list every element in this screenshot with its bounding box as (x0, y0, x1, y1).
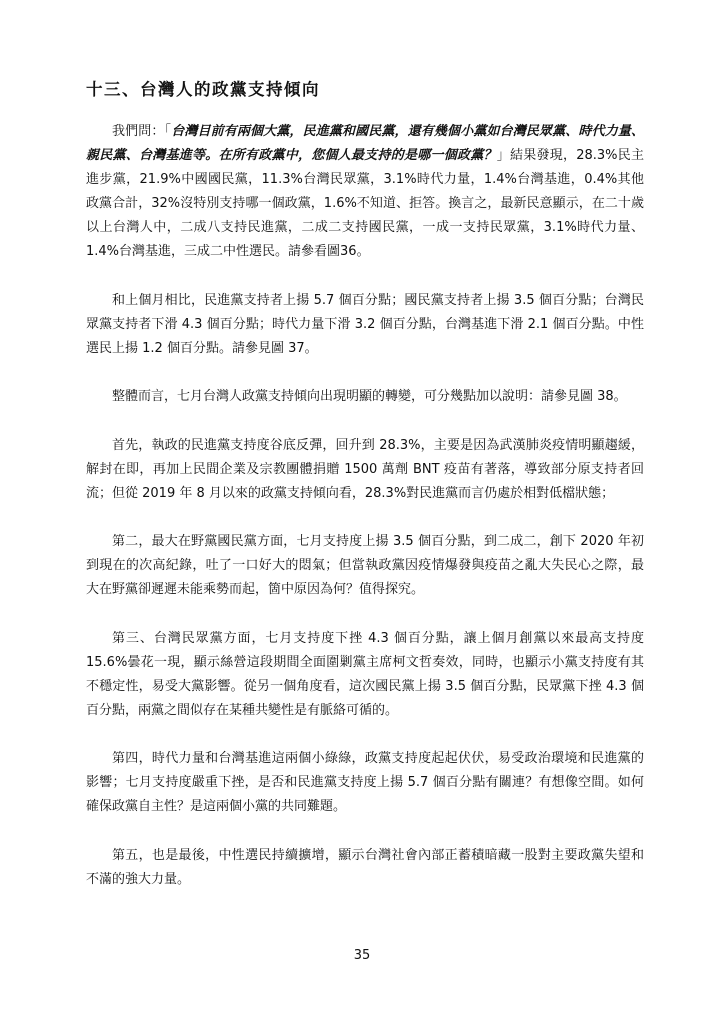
section-heading: 十三、台灣人的政黨支持傾向 (86, 80, 320, 99)
paragraph-survey-question (86, 120, 644, 264)
paragraph-monthly-change: 和上個月相比，民進黨支持者上揚 5.7 個百分點；國民黨支持者上揚 3.5 個百分點；台灣民眾黨支持者下滑 4.3 個百分點；時代力量下滑 3.2 個百分點，台灣基進下滑 2.1 個百分點。中性選民上揚 1.2 個百分點。請參見圖 37。 (86, 292, 644, 356)
survey-question: 台灣目前有兩個大黨，民進黨和國民黨，還有幾個小黨如台灣民眾黨、時代力量、親民黨、台灣基進等。在所有政黨中，您個人最支持的是哪一個政黨？ (86, 124, 644, 163)
paragraph-overview: 整體而言，七月台灣人政黨支持傾向出現明顯的轉變，可分幾點加以說明：請參見圖 38。 (112, 389, 627, 404)
paragraph-point-1: 首先，執政的民進黨支持度谷底反彈，回升到 28.3%，主要是因為武漢肺炎疫情明顯趨緩，解封在即，再加上民間企業及宗教團體捐贈 1500 萬劑 BNT 疫苗有著落，導致部分原支持者回流；但從 2019 年 8 月以來的政黨支持傾向看，28.3%對民進黨而言仍處於相對低檔狀態； (86, 437, 644, 501)
paragraph-point-2: 第二，最大在野黨國民黨方面，七月支持度上揚 3.5 個百分點，到二成二，創下 2020 年初到現在的次高紀錄，吐了一口好大的悶氣；但當執政黨因疫情爆發與疫苗之亂大失民心之際，最大在野黨卻遲遲未能乘勢而起，箇中原因為何？值得探究。 (86, 534, 644, 597)
survey-results: 」結果發現，28.3%民主進步黨，21.9%中國國民黨，11.3%台灣民眾黨，3.1%時代力量，1.4%台灣基進，0.4%其他政黨合計，32%沒特別支持哪一個政黨，1.6%不知道、拒答。換言之，最新民意顯示，在二十歲以上台灣人中，二成八支持民進黨，二成二支持國民黨，一成一支持民眾黨，3.1%時代力量、1.4%台灣基進，三成二中性選民。請參看圖36。 (86, 148, 644, 259)
paragraph-point-4: 第四，時代力量和台灣基進這兩個小綠綠，政黨支持度起起伏伏，易受政治環境和民進黨的影響；七月支持度嚴重下挫，是否和民進黨支持度上揚 5.7 個百分點有關連？有想像空間。如何確保政黨自主性？是這兩個小黨的共同難題。 (86, 751, 644, 814)
paragraph-point-3: 第三、台灣民眾黨方面，七月支持度下挫 4.3 個百分點，讓上個月創黨以來最高支持度 15.6%曇花一現，顯示絲營這段期間全面圍剿黨主席柯文哲奏效，同時，也顯示小黨支持度有其不穩定性，易受大黨影響。從另一個角度看，這次國民黨上揚 3.5 個百分點，民眾黨下挫 4.3 個百分點，兩黨之間似存在某種共變性是有脈絡可循的。 (86, 630, 644, 718)
paragraph-point-5: 第五，也是最後，中性選民持續擴增，顯示台灣社會內部正蓄積暗藏一股對主要政黨失望和不滿的強大力量。 (86, 847, 644, 887)
body-text (86, 120, 644, 916)
question-lead: 我們問：「 (112, 124, 172, 139)
page-number: 35 (353, 948, 371, 963)
